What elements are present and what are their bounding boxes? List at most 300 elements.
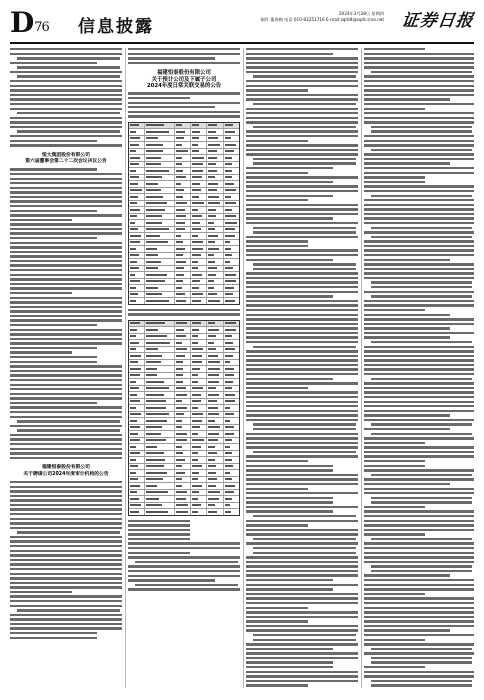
table-cell xyxy=(191,142,207,148)
text-line xyxy=(10,627,122,629)
table-cell xyxy=(207,175,223,181)
text-line xyxy=(10,347,97,349)
text-line xyxy=(17,429,120,431)
table-cell xyxy=(207,272,223,278)
table-cell xyxy=(145,214,175,220)
table-cell xyxy=(191,181,207,187)
table-cell xyxy=(191,386,207,392)
table-cell xyxy=(207,259,223,265)
text-line xyxy=(10,486,122,488)
text-line xyxy=(10,278,122,280)
table-cell xyxy=(224,392,239,398)
table-cell xyxy=(129,175,145,181)
text-line xyxy=(10,591,72,593)
table-cell xyxy=(145,334,175,340)
table-cell xyxy=(129,194,145,200)
text-line xyxy=(246,300,358,302)
table-cell xyxy=(224,470,239,476)
text-line xyxy=(246,94,358,96)
text-line xyxy=(364,217,474,219)
text-line xyxy=(364,556,474,558)
table-cell xyxy=(175,181,191,187)
body-text-block xyxy=(364,48,474,687)
text-line xyxy=(10,374,122,376)
text-line xyxy=(364,80,474,82)
text-line xyxy=(246,89,308,91)
text-line xyxy=(371,281,472,283)
table-cell xyxy=(224,366,239,372)
table-cell xyxy=(145,253,175,259)
table-cell xyxy=(224,347,239,353)
text-line xyxy=(253,162,356,164)
table-cell xyxy=(191,470,207,476)
text-line xyxy=(10,306,122,308)
text-line xyxy=(364,401,474,403)
text-line xyxy=(364,167,474,169)
text-line xyxy=(246,318,358,320)
text-line xyxy=(371,680,472,682)
text-line xyxy=(371,378,472,380)
text-line xyxy=(128,533,190,535)
table-cell xyxy=(175,266,191,272)
transaction-table xyxy=(128,122,240,305)
table-cell xyxy=(224,334,239,340)
text-line xyxy=(128,92,240,94)
text-line xyxy=(246,387,308,389)
text-line xyxy=(364,382,474,384)
table-cell xyxy=(175,334,191,340)
text-line xyxy=(246,204,358,206)
text-line xyxy=(10,246,122,248)
text-line xyxy=(364,112,474,114)
table-cell xyxy=(191,279,207,285)
text-line xyxy=(246,483,358,485)
text-line xyxy=(10,402,97,404)
text-line xyxy=(364,204,474,206)
text-line xyxy=(364,620,474,622)
table-cell xyxy=(224,503,239,509)
table-cell xyxy=(175,321,191,327)
body-text-block xyxy=(10,168,122,459)
text-line xyxy=(246,579,333,581)
table-cell xyxy=(129,490,145,496)
text-line xyxy=(371,71,472,73)
table-cell xyxy=(191,246,207,252)
text-line xyxy=(253,158,356,160)
text-line xyxy=(371,684,472,686)
text-line xyxy=(364,652,474,654)
text-line xyxy=(253,451,356,453)
table-cell xyxy=(207,285,223,291)
text-line xyxy=(10,205,122,207)
table-cell xyxy=(129,438,145,444)
text-line xyxy=(10,397,122,399)
column-1 xyxy=(10,48,122,688)
table-cell xyxy=(145,496,175,502)
text-line xyxy=(10,232,122,234)
text-line xyxy=(10,242,122,244)
text-line xyxy=(246,648,333,650)
table-cell xyxy=(145,123,175,129)
text-line xyxy=(246,478,358,480)
column-2 xyxy=(128,48,240,688)
text-line xyxy=(364,368,474,370)
table-cell xyxy=(129,285,145,291)
table-cell xyxy=(207,503,223,509)
text-line xyxy=(10,214,122,216)
table-cell xyxy=(224,399,239,405)
table-cell xyxy=(175,259,191,265)
table-cell xyxy=(145,285,175,291)
text-line xyxy=(246,213,358,215)
text-line xyxy=(10,563,122,565)
text-line xyxy=(364,108,425,110)
table-cell xyxy=(129,451,145,457)
table-cell xyxy=(207,373,223,379)
table-cell xyxy=(207,123,223,129)
text-line xyxy=(364,643,474,645)
text-line xyxy=(246,112,358,114)
text-line xyxy=(10,135,122,137)
text-line xyxy=(364,446,474,448)
text-line xyxy=(364,561,474,563)
table-cell xyxy=(145,464,175,470)
table-cell xyxy=(175,136,191,142)
table-cell xyxy=(145,129,175,135)
table-cell xyxy=(175,240,191,246)
table-cell xyxy=(207,392,223,398)
text-line xyxy=(246,680,358,682)
table-row xyxy=(129,509,239,515)
table-cell xyxy=(191,399,207,405)
table-cell xyxy=(191,162,207,168)
text-line xyxy=(10,545,122,547)
text-line xyxy=(10,126,122,128)
table-cell xyxy=(207,340,223,346)
table-cell xyxy=(224,162,239,168)
table-cell xyxy=(129,425,145,431)
text-line xyxy=(10,191,122,193)
text-line xyxy=(246,602,358,604)
table-cell xyxy=(191,214,207,220)
text-line xyxy=(364,460,425,462)
table-cell xyxy=(224,155,239,161)
table-cell xyxy=(129,207,145,213)
text-line xyxy=(128,575,240,577)
text-line xyxy=(246,309,358,311)
table-cell xyxy=(175,405,191,411)
text-line xyxy=(246,391,358,393)
text-line xyxy=(246,488,308,490)
table-cell xyxy=(191,503,207,509)
text-line xyxy=(246,190,358,192)
table-cell xyxy=(145,233,175,239)
table-cell xyxy=(191,444,207,450)
text-line xyxy=(10,438,122,440)
table-cell xyxy=(129,279,145,285)
table-cell xyxy=(191,418,207,424)
table-cell xyxy=(207,457,223,463)
table-cell xyxy=(207,321,223,327)
text-line xyxy=(10,411,122,413)
text-line xyxy=(17,75,120,77)
table-row xyxy=(129,298,239,304)
table-cell xyxy=(224,438,239,444)
text-line xyxy=(10,495,122,497)
text-line xyxy=(10,614,122,616)
table-cell xyxy=(175,483,191,489)
table-cell xyxy=(175,149,191,155)
text-line xyxy=(364,506,425,508)
table-cell xyxy=(191,405,207,411)
text-line xyxy=(364,48,425,50)
table-cell xyxy=(145,412,175,418)
text-line xyxy=(128,57,215,59)
table-cell xyxy=(175,194,191,200)
table-cell xyxy=(207,246,223,252)
table-cell xyxy=(129,366,145,372)
table-cell xyxy=(145,149,175,155)
text-line xyxy=(364,57,474,59)
table-cell xyxy=(129,136,145,142)
text-line xyxy=(10,527,122,529)
table-cell xyxy=(224,142,239,148)
table-cell xyxy=(207,233,223,239)
table-cell xyxy=(207,399,223,405)
text-line xyxy=(10,173,122,175)
table-cell xyxy=(207,253,223,259)
table-cell xyxy=(175,353,191,359)
table-cell xyxy=(191,373,207,379)
table-cell xyxy=(224,246,239,252)
table-cell xyxy=(207,188,223,194)
text-line xyxy=(10,200,122,202)
text-line xyxy=(246,117,358,119)
text-line xyxy=(364,140,474,142)
text-line xyxy=(364,158,474,160)
text-line xyxy=(246,85,358,87)
text-line xyxy=(371,433,472,435)
text-line xyxy=(371,130,472,132)
table-cell xyxy=(145,194,175,200)
table-cell xyxy=(224,412,239,418)
table-cell xyxy=(207,412,223,418)
text-line xyxy=(246,401,358,403)
table-cell xyxy=(175,373,191,379)
masthead xyxy=(10,6,474,42)
text-line xyxy=(364,634,474,636)
text-line xyxy=(246,199,308,201)
table-cell xyxy=(207,418,223,424)
text-line xyxy=(246,327,358,329)
table-cell xyxy=(129,379,145,385)
table-cell xyxy=(145,207,175,213)
text-line xyxy=(246,66,358,68)
text-line xyxy=(246,121,358,123)
article-title xyxy=(128,70,240,89)
text-line xyxy=(246,625,358,627)
table-cell xyxy=(191,201,207,207)
text-line xyxy=(128,588,240,590)
table-cell xyxy=(145,136,175,142)
text-line xyxy=(371,195,472,197)
text-line xyxy=(364,263,474,265)
text-line xyxy=(364,666,425,668)
text-line xyxy=(253,538,356,540)
text-line xyxy=(253,231,356,233)
table-cell xyxy=(129,373,145,379)
table-cell xyxy=(191,259,207,265)
table-cell xyxy=(175,253,191,259)
transaction-table xyxy=(128,320,240,516)
text-line xyxy=(246,240,308,242)
table-cell xyxy=(175,175,191,181)
table-cell xyxy=(191,509,207,515)
table-cell xyxy=(175,431,191,437)
table-cell xyxy=(145,155,175,161)
table-cell xyxy=(207,470,223,476)
table-cell xyxy=(191,360,207,366)
table-cell xyxy=(145,418,175,424)
text-line xyxy=(364,602,474,604)
table-cell xyxy=(191,334,207,340)
table-cell xyxy=(191,457,207,463)
text-line xyxy=(246,208,358,210)
text-line xyxy=(246,556,358,558)
text-line xyxy=(10,117,122,119)
table-cell xyxy=(145,509,175,515)
text-line xyxy=(246,149,358,151)
text-line xyxy=(246,588,333,590)
table-cell xyxy=(207,477,223,483)
text-line xyxy=(10,71,122,73)
body-text-block xyxy=(128,520,240,591)
table-cell xyxy=(175,464,191,470)
text-line xyxy=(10,287,122,289)
table-cell xyxy=(145,259,175,265)
text-line xyxy=(246,437,358,439)
article-heading: 关于预计公司及下属子公司 xyxy=(151,76,217,83)
text-line xyxy=(364,488,474,490)
text-line xyxy=(246,510,333,512)
text-line xyxy=(364,208,474,210)
text-line xyxy=(10,62,97,64)
text-line xyxy=(10,554,122,556)
text-line xyxy=(246,570,358,572)
text-line xyxy=(364,607,474,609)
text-line xyxy=(364,455,474,457)
text-line xyxy=(253,346,356,348)
table-cell xyxy=(191,194,207,200)
text-line xyxy=(253,263,356,265)
text-line xyxy=(246,80,358,82)
text-line xyxy=(371,149,472,151)
text-line xyxy=(10,187,122,189)
text-line xyxy=(128,102,240,104)
text-line xyxy=(17,420,120,422)
text-line xyxy=(371,286,472,288)
text-line xyxy=(10,342,122,344)
table-cell xyxy=(191,168,207,174)
text-line xyxy=(371,648,472,650)
table-cell xyxy=(207,386,223,392)
text-line xyxy=(364,364,474,366)
text-line xyxy=(364,190,474,192)
table-cell xyxy=(175,220,191,226)
text-line xyxy=(10,508,122,510)
table-cell xyxy=(207,464,223,470)
text-line xyxy=(246,492,358,494)
table-cell xyxy=(175,386,191,392)
table-cell xyxy=(207,240,223,246)
text-line xyxy=(371,126,472,128)
text-line xyxy=(128,53,240,55)
table-cell xyxy=(175,155,191,161)
table-cell xyxy=(207,155,223,161)
text-line xyxy=(10,416,122,418)
text-line xyxy=(10,559,122,561)
text-line xyxy=(246,108,358,110)
text-line xyxy=(128,565,240,567)
table-cell xyxy=(191,321,207,327)
table-cell xyxy=(175,168,191,174)
text-line xyxy=(246,323,358,325)
text-line xyxy=(246,465,333,467)
table-cell xyxy=(191,340,207,346)
text-line xyxy=(364,300,474,302)
text-line xyxy=(10,269,122,271)
text-line xyxy=(364,510,474,512)
table-cell xyxy=(224,201,239,207)
text-line xyxy=(364,240,474,242)
text-line xyxy=(364,162,450,164)
table-cell xyxy=(224,353,239,359)
text-line xyxy=(246,661,333,663)
table-cell xyxy=(175,360,191,366)
text-line xyxy=(10,384,122,386)
table-cell xyxy=(129,509,145,515)
table-cell xyxy=(224,425,239,431)
table-cell xyxy=(207,451,223,457)
table-cell xyxy=(175,477,191,483)
text-line xyxy=(128,309,240,311)
table-cell xyxy=(129,272,145,278)
text-line xyxy=(364,327,450,329)
table-cell xyxy=(224,227,239,233)
text-line xyxy=(364,671,474,673)
table-cell xyxy=(145,405,175,411)
table-cell xyxy=(145,477,175,483)
table-cell xyxy=(224,266,239,272)
table-cell xyxy=(145,366,175,372)
table-cell xyxy=(145,392,175,398)
text-line xyxy=(246,195,333,197)
table-cell xyxy=(175,438,191,444)
text-line xyxy=(128,542,240,544)
text-line xyxy=(10,80,122,82)
text-line xyxy=(364,675,474,677)
table-cell xyxy=(191,366,207,372)
text-line xyxy=(364,629,450,631)
table-cell xyxy=(129,386,145,392)
text-line xyxy=(246,332,358,334)
text-line xyxy=(246,281,358,283)
text-line xyxy=(246,295,333,297)
text-line xyxy=(246,620,308,622)
text-line xyxy=(364,396,474,398)
text-line xyxy=(246,172,308,174)
text-line xyxy=(128,48,240,50)
